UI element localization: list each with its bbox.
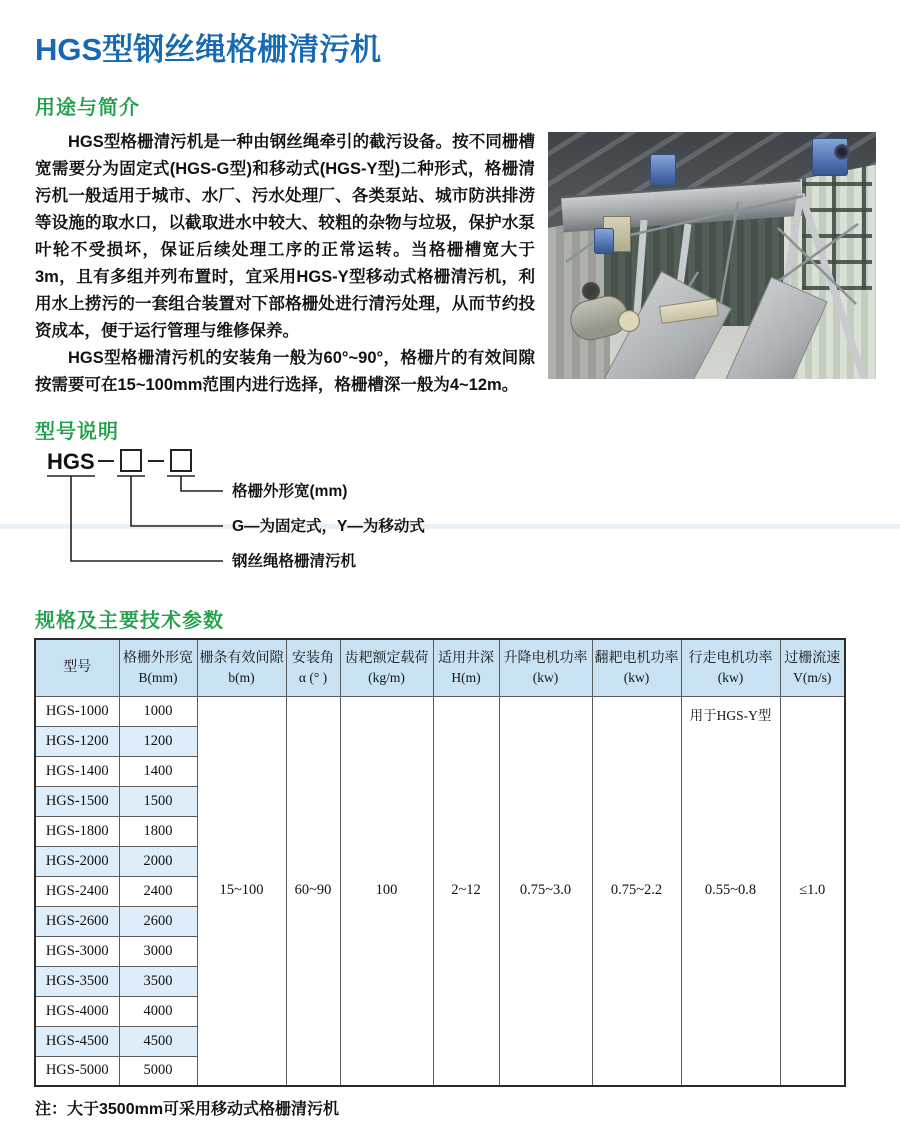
cell-width: 4500 [119, 1026, 197, 1056]
page-title: HGS型钢丝绳格栅清污机 [35, 32, 382, 67]
col-header-travel-power: 行走电机功率 (kw) [681, 639, 780, 696]
product-photo [548, 132, 876, 379]
cell-flip-power: 0.75~2.2 [592, 696, 681, 1086]
cell-width: 1000 [119, 696, 197, 726]
diagram-label-width: 格栅外形宽(mm) [232, 483, 348, 500]
table-row [35, 696, 845, 726]
diagram-label-machine: 钢丝绳格栅清污机 [232, 553, 357, 570]
cell-width: 2600 [119, 906, 197, 936]
cell-width: 1800 [119, 816, 197, 846]
section-heading-intro: 用途与简介 [35, 97, 140, 119]
photo-motor-blue [650, 154, 676, 186]
col-header-install-angle: 安装角 α (° ) [286, 639, 340, 696]
col-header-flip-power: 翻耙电机功率 (kw) [592, 639, 681, 696]
model-code-diagram [35, 446, 575, 586]
photo-motor-blue [594, 228, 614, 254]
cell-model: HGS-1500 [35, 786, 119, 816]
table-footnote: 注：大于3500mm可采用移动式格栅清污机 [35, 1101, 340, 1118]
spec-table [34, 638, 846, 1087]
cell-model: HGS-2600 [35, 906, 119, 936]
cell-width: 1200 [119, 726, 197, 756]
cell-width: 4000 [119, 996, 197, 1026]
cell-rake-load: 100 [340, 696, 433, 1086]
model-code-prefix: HGS [47, 449, 95, 474]
cell-model: HGS-3000 [35, 936, 119, 966]
cell-width: 3000 [119, 936, 197, 966]
connector-type [131, 476, 223, 526]
cell-model: HGS-5000 [35, 1056, 119, 1086]
cell-width: 2400 [119, 876, 197, 906]
connector-machine [71, 476, 223, 561]
cell-width: 5000 [119, 1056, 197, 1086]
travel-power-note: 用于HGS-Y型 [689, 707, 772, 723]
cell-bar-gap: 15~100 [197, 696, 286, 1086]
col-header-bar-gap: 栅条有效间隙 b(m) [197, 639, 286, 696]
cell-model: HGS-2000 [35, 846, 119, 876]
photo-drum-cap [618, 310, 640, 332]
cell-well-depth: 2~12 [433, 696, 499, 1086]
cell-flow-velocity: ≤1.0 [780, 696, 845, 1086]
diagram-label-type: G—为固定式，Y—为移动式 [232, 518, 425, 535]
model-code-svg [35, 446, 575, 586]
col-header-well-depth: 适用井深 H(m) [433, 639, 499, 696]
cell-width: 1400 [119, 756, 197, 786]
intro-paragraph-2: HGS型格栅清污机的安装角一般为60°~90°，格栅片的有效间隙按需要可在15~100mm范围内进行选择，格栅槽深一般为4~12m。 [35, 349, 535, 394]
col-header-rake-load: 齿耙额定载荷 (kg/m) [340, 639, 433, 696]
cell-model: HGS-1800 [35, 816, 119, 846]
cell-width: 1500 [119, 786, 197, 816]
section-heading-model: 型号说明 [35, 421, 119, 443]
col-header-flow-velocity: 过栅流速 V(m/s) [780, 639, 845, 696]
col-header-grille-width: 格栅外形宽 B(mm) [119, 639, 197, 696]
cell-model: HGS-2400 [35, 876, 119, 906]
cell-install-angle: 60~90 [286, 696, 340, 1086]
cell-travel-power [681, 696, 780, 1086]
intro-paragraph-1: HGS型格栅清污机是一种由钢丝绳牵引的截污设备。按不同栅槽宽需要分为固定式(HGS-G型)和移动式(HGS-Y型)二种形式，格栅清污机一般适用于城市、水厂、污水处理厂、各类泵站、城市防洪排涝等设施的取水口，以截取进水中较大、较粗的杂物与垃圾，保护水泵叶轮不受损坏，保证后续处理工序的正常运转。当格栅槽宽大于3m，且有多组并列布置时，宜采用HGS-Y型移动式格栅清污机，利用水上捞污的一套组合装置对下部格栅处进行清污处理，从而节约投资成本，便于运行管理与维修保养。 [35, 133, 535, 340]
cell-width: 2000 [119, 846, 197, 876]
cell-model: HGS-1200 [35, 726, 119, 756]
connector-width [181, 476, 223, 491]
cell-model: HGS-3500 [35, 966, 119, 996]
travel-power-value: 0.55~0.8 [704, 882, 757, 899]
header-row [35, 639, 845, 696]
photo-drum-disc [582, 282, 600, 300]
intro-text-block [35, 129, 535, 399]
photo-motor-fan [834, 144, 850, 160]
model-code-box-type [121, 450, 141, 471]
cell-lift-power: 0.75~3.0 [499, 696, 592, 1086]
cell-width: 3500 [119, 966, 197, 996]
section-heading-specs: 规格及主要技术参数 [35, 610, 224, 632]
cell-model: HGS-1400 [35, 756, 119, 786]
cell-model: HGS-1000 [35, 696, 119, 726]
model-code-box-width [171, 450, 191, 471]
cell-model: HGS-4500 [35, 1026, 119, 1056]
col-header-lift-power: 升降电机功率 (kw) [499, 639, 592, 696]
cell-model: HGS-4000 [35, 996, 119, 1026]
col-header-model: 型号 [35, 639, 119, 696]
